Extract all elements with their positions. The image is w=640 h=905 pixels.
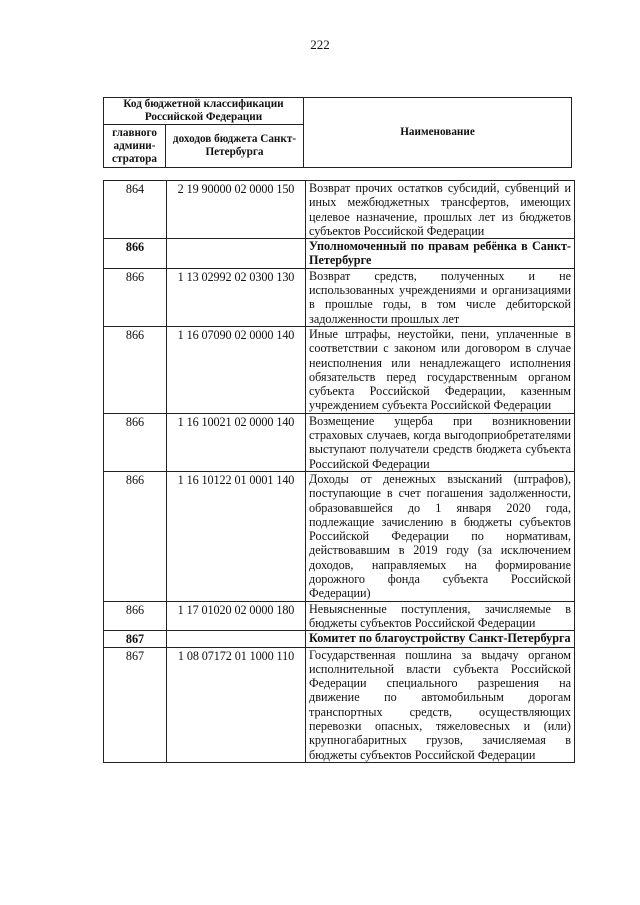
admin-column-header: главного админи- стратора — [104, 125, 166, 168]
table-row — [104, 647, 575, 762]
admin-code-cell: 866 — [104, 239, 167, 269]
income-column-header: доходов бюджета Санкт-Петербурга — [166, 125, 304, 168]
name-cell: Государственная пошлина за выдачу органом исполнительной власти субъекта Российской Федерации специального разрешения на движение по автомобильным дорогам транспортных средств, осуществляющих перевозки опасных, тяжеловесных и (или) крупногабаритных грузов, зачисляемая в бюджеты субъектов Российской Федерации — [306, 647, 575, 762]
income-code-cell — [167, 631, 306, 647]
code-group-header: Код бюджетной классификации Российской Федерации — [104, 98, 304, 125]
admin-code-cell: 867 — [104, 647, 167, 762]
admin-code-cell: 864 — [104, 181, 167, 239]
name-cell: Возмещение ущерба при возникновении страховых случаев, когда выгодоприобретателями выступают получатели средств бюджета субъекта Российской Федерации — [306, 413, 575, 471]
table-row — [104, 413, 575, 471]
income-code-cell: 1 16 07090 02 0000 140 — [167, 326, 306, 413]
admin-code-cell: 866 — [104, 471, 167, 601]
budget-code-table — [103, 180, 575, 763]
income-code-cell: 1 08 07172 01 1000 110 — [167, 647, 306, 762]
table-row — [104, 471, 575, 601]
admin-code-cell: 866 — [104, 413, 167, 471]
income-code-cell: 2 19 90000 02 0000 150 — [167, 181, 306, 239]
name-cell: Возврат прочих остатков субсидий, субвенций и иных межбюджетных трансфертов, имеющих целевое назначение, прошлых лет из бюджетов субъектов Российской Федерации — [306, 181, 575, 239]
name-column-header: Наименование — [304, 98, 572, 168]
name-cell: Комитет по благоустройству Санкт-Петербурга — [306, 631, 575, 647]
admin-code-cell: 866 — [104, 601, 167, 631]
income-code-cell: 1 13 02992 02 0300 130 — [167, 268, 306, 326]
page-number: 222 — [310, 37, 330, 52]
income-code-cell: 1 16 10021 02 0000 140 — [167, 413, 306, 471]
table-row — [104, 326, 575, 413]
admin-code-cell: 867 — [104, 631, 167, 647]
table-section-row — [104, 631, 575, 647]
name-cell: Доходы от денежных взысканий (штрафов), поступающие в счет погашения задолженности, образовавшейся до 1 января 2020 года, подлежащие зачислению в бюджеты субъектов Российской Федерации по нормативам, действовавшим в 2019 году (за исключением доходов, направляемых на формирование дорожного фонда субъекта Российской Федерации) — [306, 471, 575, 601]
table-row — [104, 268, 575, 326]
table-section-row — [104, 239, 575, 269]
name-cell: Уполномоченный по правам ребёнка в Санкт-Петербурге — [306, 239, 575, 269]
name-cell: Возврат средств, полученных и не использованных учреждениями и организациями в прошлые годы, в том числе дебиторской задолженности прошлых лет — [306, 268, 575, 326]
income-code-cell: 1 17 01020 02 0000 180 — [167, 601, 306, 631]
name-cell: Невыясненные поступления, зачисляемые в бюджеты субъектов Российской Федерации — [306, 601, 575, 631]
admin-code-cell: 866 — [104, 268, 167, 326]
name-cell: Иные штрафы, неустойки, пени, уплаченные в соответствии с законом или договором в случае неисполнения или ненадлежащего исполнения обязательств перед государственным органом субъекта Российской Федерации, казенным учреждением субъекта Российской Федерации — [306, 326, 575, 413]
income-code-cell: 1 16 10122 01 0001 140 — [167, 471, 306, 601]
income-code-cell — [167, 239, 306, 269]
table-row — [104, 601, 575, 631]
table-row — [104, 181, 575, 239]
table-header — [103, 97, 572, 168]
admin-code-cell: 866 — [104, 326, 167, 413]
